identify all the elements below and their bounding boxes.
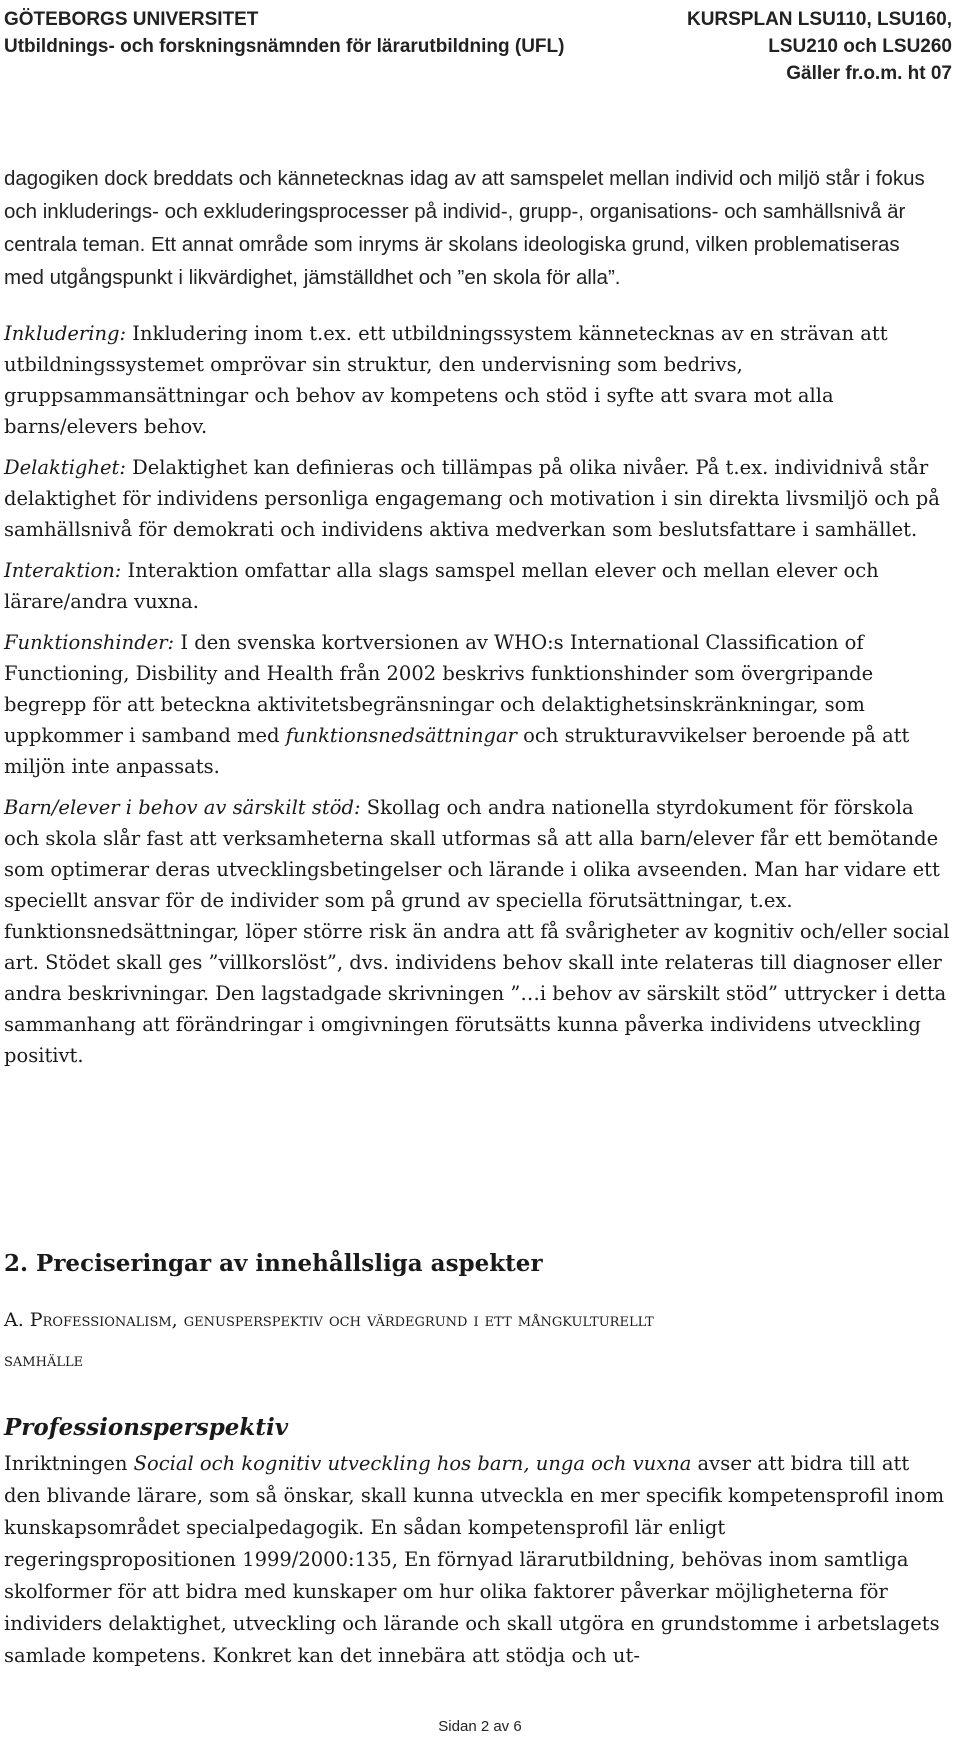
header-left — [4, 6, 564, 60]
section-subtitle-line1: A. Professionalism, genusperspektiv och värdegrund i ett mångkulturellt — [4, 1309, 654, 1331]
board-name: Utbildnings- och forskningsnämnden för lärarutbildning (UFL) — [4, 36, 565, 57]
course-codes-line1: KURSPLAN LSU110, LSU160, — [686, 9, 952, 30]
definition-delaktighet — [4, 452, 950, 545]
definition-text: Interaktion omfattar alla slags samspel mellan elever och mellan elever och lärare/andra vuxna. — [4, 559, 879, 613]
definition-italic-term: funktionsnedsättningar — [285, 724, 517, 747]
definitions-list — [4, 318, 950, 1081]
definition-term: Barn/elever i behov av särskilt stöd: — [4, 796, 361, 819]
professionsperspektiv-paragraph — [4, 1448, 950, 1672]
professionsperspektiv-heading: Professionsperspektiv — [4, 1414, 289, 1441]
definition-text: Delaktighet kan definieras och tillämpas på olika nivåer. På t.ex. individnivå står delaktighet för individens personliga engagemang och motivation i sin direkta livsmiljö och på samhällsnivå för demokrati och individens aktiva medverkan som beslutsfattare i samhället. — [4, 456, 940, 541]
definition-inkludering — [4, 318, 950, 442]
section-subtitle-line2: samhälle — [4, 1349, 84, 1371]
definition-funktionshinder — [4, 627, 950, 782]
paragraph-text: Inriktningen — [4, 1452, 134, 1475]
definition-sarskilt-stod — [4, 792, 950, 1071]
intro-paragraph: dagogiken dock breddats och kännetecknas idag av att samspelet mellan individ och miljö står i fokus och inkluderings- och exkluderingsprocesser på individ-, grupp-, organisations- och samhällsnivå är centrala teman. Ett annat område som inryms är skolans ideologiska grund, vilken problematiseras med utgångspunkt i likvärdighet, jämställdhet och ”en skola för alla”. — [4, 167, 925, 289]
definition-term: Funktionshinder: — [4, 631, 175, 654]
section-title: 2. Preciseringar av innehållsliga aspekter — [4, 1250, 543, 1277]
definition-term: Delaktighet: — [4, 456, 126, 479]
definition-interaktion — [4, 555, 950, 617]
valid-from: Gäller fr.o.m. ht 07 — [786, 63, 952, 84]
definition-text: I den svenska kortversionen av WHO:s International Classification of Functioning, Disbility and Health från 2002 beskrivs funktionshinder som övergripande begrepp för att beteckna aktivitetsbegränsningar och delaktighetsinskränkningar, som uppkommer i samband med — [4, 631, 874, 747]
definition-term: Inkludering: — [4, 322, 127, 345]
definition-term: Interaktion: — [4, 559, 122, 582]
header-right — [687, 6, 952, 87]
course-codes-line2: LSU210 och LSU260 — [768, 36, 952, 57]
paragraph-text-end: avser att bidra till att den blivande lärare, som så önskar, skall kunna utveckla en mer specifik kompetensprofil inom kunskapsområdet specialpedagogik. En sådan kompetensprofil lär enligt regeringspropositionen 1999/2000:135, En förnyad lärarutbildning, behövas inom samtliga skolformer för att bidra med kunskaper om hur olika faktorer påverkar möjligheterna för individers delaktighet, utveckling och lärande och skall utgöra en grundstomme i arbetslagets samlade kompetens. Konkret kan det innebära att stödja och ut- — [4, 1452, 945, 1667]
definition-text: Inkludering inom t.ex. ett utbildningssystem kännetecknas av en strävan att utbildningssystemet omprövar sin struktur, den undervisning som bedrivs, gruppsammansättningar och behov av kompetens och stöd i syfte att svara mot alla barns/elevers behov. — [4, 322, 888, 438]
definition-text-end: och strukturavvikelser beroende på att miljön inte anpassats. — [4, 724, 910, 778]
paragraph-italic-course: Social och kognitiv utveckling hos barn, unga och vuxna — [133, 1452, 692, 1475]
definition-text: Skollag och andra nationella styrdokument för förskola och skola slår fast att verksamheterna skall utformas så att alla barn/elever får ett bemötande som optimerar deras utvecklingsbetingelser och lärande i olika avseenden. Man har vidare ett speciellt ansvar för de individer som på grund av speciella förutsättningar, t.ex. funktionsnedsättningar, löper större risk än andra att få svårigheter av kognitiv och/eller social art. Stödet skall ges ”villkorslöst”, dvs. individens behov skall inte relateras till diagnoser eller andra beskrivningar. Den lagstadgade skrivningen ”…i behov av särskilt stöd” uttrycker i detta sammanhang att förändringar i omgivningen förutsätts kunna påverka individens utveckling positivt. — [4, 796, 950, 1067]
page-number: Sidan 2 av 6 — [438, 1718, 522, 1735]
section-subtitle — [4, 1300, 944, 1380]
university-name: GÖTEBORGS UNIVERSITET — [4, 9, 259, 30]
